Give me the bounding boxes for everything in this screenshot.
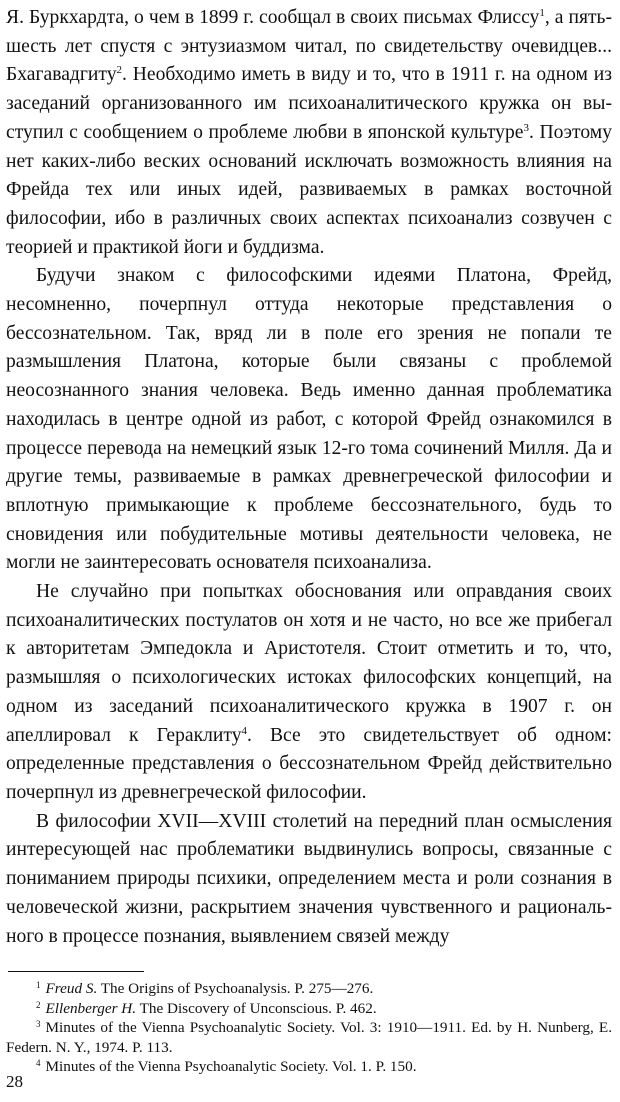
footnote [6, 999, 612, 1019]
paragraph [6, 4, 612, 262]
paragraph-text: . Поэтому нет каких-либо веских оснований исключать возможность влияния на Фрейда тех или иных идей, развиваемых в рамках восточной философии, ибо в различных своих аспектах психоанализ созвучен с теорией и практикой йоги и буддизма. [6, 121, 612, 258]
footnotes [6, 979, 612, 1077]
paragraph [6, 808, 612, 952]
footnote-divider [8, 971, 144, 972]
footnote-number: 4 [36, 1058, 41, 1069]
footnote [6, 1018, 612, 1057]
footnote-number: 3 [36, 1019, 41, 1030]
footnote-text: The Discovery of Unconscious. P. 462. [136, 999, 377, 1017]
page-number: 28 [6, 1072, 23, 1091]
footnote [6, 1057, 612, 1077]
paragraph-text: . Все это свидетельствует об одном: определенные представления о бессознательном Фрейд действительно почерпнул из древнегреческой философии. [6, 724, 612, 803]
paragraph-text: . Необходимо иметь в виду и то, что в 1911 г. на одном из заседаний организованного им психоаналитического кружка он выступил с сообщением о проблеме любви в японской культуре [6, 64, 612, 143]
footnote-number: 2 [36, 999, 41, 1010]
paragraph [6, 578, 612, 808]
footnote-number: 1 [36, 980, 41, 990]
paragraph [6, 262, 612, 578]
footnote-author: Ellenberger H. [45, 999, 137, 1017]
footnote-reference: 1 [539, 7, 545, 19]
paragraph-text: Будучи знаком с философскими идеями Платона, Фрейд, несомненно, почерпнул оттуда некоторые представления о бессознательном. Так, вряд ли в поле его зрения не попали те размышления Платона, которые были связаны с проблемой неосознанного знания человека. Ведь именно данная проблематика находилась в центре одной из работ, с которой Фрейд ознакомился в процессе перевода на немецкий язык 12-го тома сочинений Милля. Да и другие темы, развиваемые в рамках древнегреческой философии и вплотную примыкающие к проблеме бессознательного, будь то сновидения или побудительные мотивы деятельности человека, не могли не заинтересовать основателя психоанализа. [6, 265, 612, 574]
paragraph-text: Не случайно при попытках обоснования или оправдания своих психоаналитических постулатов он хотя и не часто, но все же прибегал к авторитетам Эмпедокла и Аристотеля. Стоит отметить и то, что, размышляя о психологических истоках философских концепций, на одном из заседаний психоаналитического кружка в 1907 г. он апеллировал к Гераклиту [6, 581, 612, 746]
footnote [6, 979, 612, 999]
footnote-reference: 2 [116, 64, 123, 77]
footnote-text: The Origins of Psychoanalysis. P. 275—276. [97, 980, 374, 997]
footnote-reference: 4 [241, 724, 247, 737]
paragraph-text: , а пять-шесть лет спустя с энтузиазмом читал, по свидетельству очевидцев... Бхагавадгиту [6, 7, 612, 86]
paragraph-text: В философии XVII—XVIII столетий на передний план осмысления интересующей нас проблематики выдвинулись вопросы, связанные с пониманием природы психики, определением места и роли сознания в человеческой жизни, раскрытием значения чувственного и рационального в процессе познания, выявлением связей между [6, 810, 612, 947]
footnote-reference: 3 [523, 121, 529, 134]
paragraph-text: Я. Буркхардта, о чем в 1899 г. сообщал в своих письмах Флиссу [6, 7, 540, 28]
footnote-text: Minutes of the Vienna Psychoanalytic Society. Vol. 1. P. 150. [45, 1058, 417, 1076]
main-text [6, 4, 612, 951]
footnote-author: Freud S. [45, 980, 98, 997]
footnote-text: Minutes of the Vienna Psychoanalytic Society. Vol. 3: 1910—1911. Ed. by H. Nunberg, E. Federn. N. Y., 1974. P. 113. [6, 1019, 612, 1056]
